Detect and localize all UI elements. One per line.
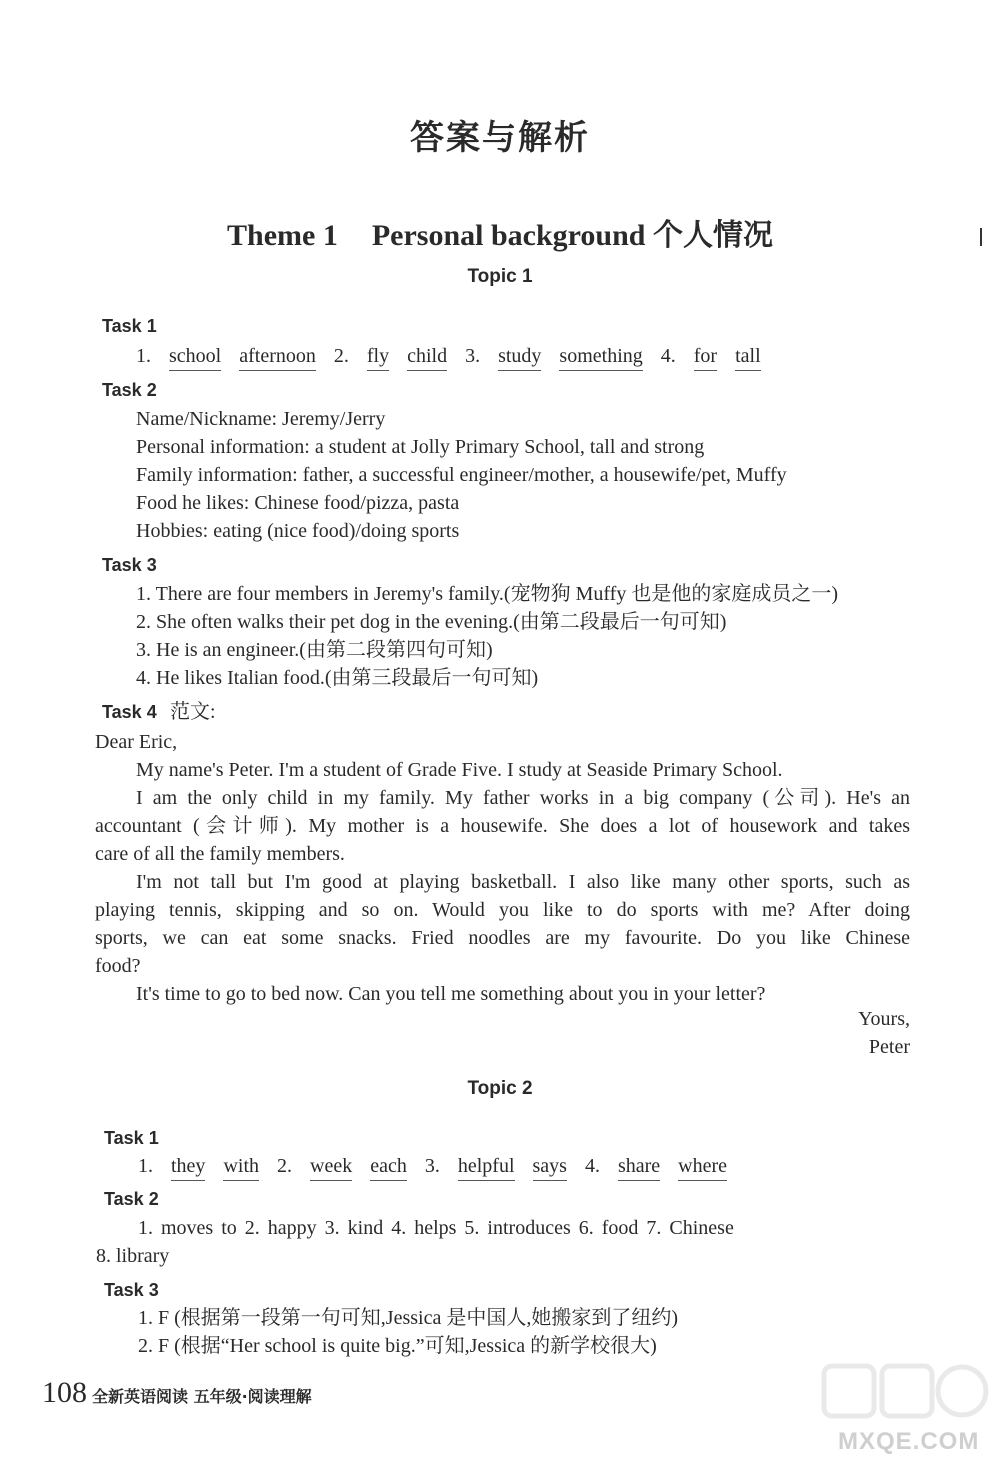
topic2-task3-line: 2. F (根据“Her school is quite big.”可知,Jessica 的新学校很大) [138,1335,657,1357]
letter-paragraph: I'm not tall but I'm good at playing basketball. I also like many other sports, such as [136,871,910,893]
book-title: 全新英语阅读 五年级·阅读理解 [92,1387,312,1406]
theme-subtitle: Personal background 个人情况 [371,219,773,252]
topic1-task2-label: Task 2 [102,380,157,400]
task2-line: Family information: father, a successful engineer/mother, a housewife/pet, Muffy [136,464,787,486]
letter-paragraph: food? [95,955,141,977]
task2-line: Personal information: a student at Jolly Primary School, tall and strong [136,436,705,458]
margin-mark [980,228,982,246]
topic2-task2-line: 1. moves to 2. happy 3. kind 4. helps 5. introduces 6. food 7. Chinese [138,1217,734,1239]
topic1-task4-label: Task 4 [102,702,157,722]
watermark-site: MXQE.COM [838,1428,980,1455]
letter-paragraph: My name's Peter. I'm a student of Grade Five. I study at Seaside Primary School. [136,759,783,781]
theme-number: Theme 1 [227,219,338,252]
topic2-task3-line: 1. F (根据第一段第一句可知,Jessica 是中国人,她搬家到了纽约) [138,1307,678,1329]
task2-line: Name/Nickname: Jeremy/Jerry [136,408,386,430]
letter-paragraph: sports, we can eat some snacks. Fried noodles are my favourite. Do you like Chinese [95,927,910,949]
letter-paragraph: It's time to go to bed now. Can you tell me something about you in your letter? [136,983,766,1005]
topic2-task2-line: 8. library [96,1245,170,1267]
page-title: 答案与解析 [410,118,590,158]
letter-paragraph: accountant (会计师). My mother is a housewife. She does a lot of housework and takes [95,815,910,837]
letter-greeting: Dear Eric, [95,731,178,753]
task4-note: 范文: [170,701,216,723]
task3-line: 2. She often walks their pet dog in the evening.(由第二段最后一句可知) [136,611,727,633]
topic2-task1-answers: 1. they with 2. week each 3. helpful says 4. share where [138,1152,745,1181]
topic1-task1-answers: 1. school afternoon 2. fly child 3. study something 4. for tall [136,342,779,371]
topic1-heading: Topic 1 [467,266,533,287]
topic2-heading: Topic 2 [467,1078,533,1099]
topic2-task1-label: Task 1 [104,1128,159,1148]
topic2-task2-label: Task 2 [104,1189,159,1209]
theme-heading [0,210,1000,254]
task2-line: Food he likes: Chinese food/pizza, pasta [136,492,460,514]
letter-closing: Yours, [858,1008,910,1030]
topic1-task3-label: Task 3 [102,555,157,575]
letter-signature: Peter [868,1036,910,1058]
topic2-task3-label: Task 3 [104,1280,159,1300]
letter-paragraph: playing tennis, skipping and so on. Would you like to do sports with me? After doing [95,899,910,921]
task3-line: 3. He is an engineer.(由第二段第四句可知) [136,639,493,661]
watermark-logo [820,1360,990,1430]
letter-paragraph: care of all the family members. [95,843,345,865]
letter-paragraph: I am the only child in my family. My father works in a big company (公司). He's an [136,787,910,809]
topic1-task1-label: Task 1 [102,316,157,336]
task2-line: Hobbies: eating (nice food)/doing sports [136,520,460,542]
task3-line: 1. There are four members in Jeremy's family.(宠物狗 Muffy 也是他的家庭成员之一) [136,583,838,605]
page-number: 108 [42,1376,87,1409]
task3-line: 4. He likes Italian food.(由第三段最后一句可知) [136,667,539,689]
